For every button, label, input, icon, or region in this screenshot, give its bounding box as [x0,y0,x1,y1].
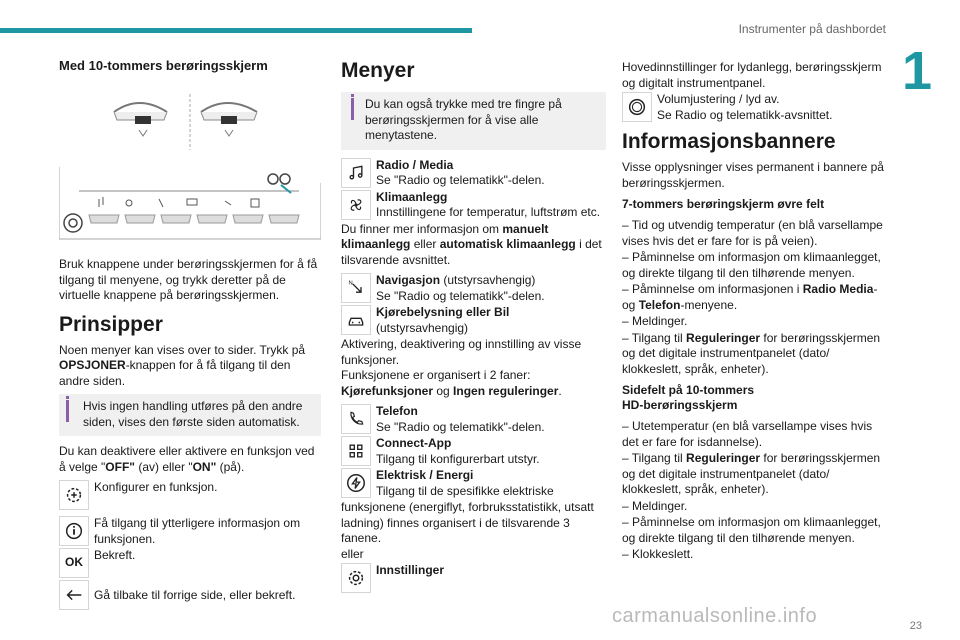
info-icon [66,396,69,399]
column-2 [341,58,606,594]
kjore-more-paragraph: Aktivering, deaktivering og innstilling av visse funksjoner. [341,337,582,367]
column-1 [59,58,321,611]
tabs-names: Kjørefunksjoner og Ingen reguleringer. [341,383,562,398]
prinsipper-paragraph: Noen menyer kan vises over to sider. Trykk på OPSJONER-knappen for å få tilgang til den andre siden. [59,342,306,388]
phone-icon [341,404,371,434]
list-item: – Tid og utvendig temperatur (en blå varsellampe vises hvis det er fare for is på veien). [622,218,883,248]
settings-paragraph: Hovedinnstillinger for lydanlegg, berøringsskjerm og digitalt instrumentpanel. [622,60,882,90]
arrow-left-icon [59,580,89,610]
running-header: Instrumenter på dashbordet [738,22,886,36]
eller-text: eller [341,546,364,561]
list-item: Få tilgang til ytterligere informasjon om funksjonen. [59,516,321,547]
section-heading-10-inch: Med 10-tommers berøringsskjerm [59,58,268,73]
menu-item-navigasjon: N Navigasjon (utstyrsavhengig) Se "Radio og telematikk"-delen. [341,273,606,304]
sub-heading-10-inch-hd: Sidefelt på 10-tommers HD-berøringsskjerm [622,383,755,412]
list-item: – Påminnelse om informasjon om klimaanlegget, og direkte tilgang til den tilhørende menyen. [622,250,881,280]
gear-icon [341,563,371,593]
list-item: OK Bekreft. [59,548,321,578]
gear-plus-icon [59,480,89,510]
klima-more-paragraph: Du finner mer informasjon om manuelt klimaanlegg eller automatisk klimaanlegg i det tilsvarende avsnittet. [341,221,602,267]
steering-wheel-left-illustration [114,103,167,136]
list-item: – Tilgang til Reguleringer for berøringsskjermen og det digitale instrumentpanelet (dato/ klokkeslett, språk, enheter). [622,451,881,496]
menu-item-telefon: Telefon Se "Radio og telematikk"-delen. [341,404,606,435]
info-icon [59,516,89,546]
lightning-icon [341,468,371,498]
tabs-line: Funksjonene er organisert i 2 faner: [341,368,531,382]
list-item: – Meldinger. [622,498,688,513]
info-note-three-fingers: Du kan også trykke med tre fingre på berøringsskjermen for å vise alle menytastene. [341,92,606,150]
power-dial-illustration [64,214,82,232]
header-accent-bar [0,28,472,33]
car-icon [341,305,371,335]
list-item: – Klokkeslett. [622,547,694,561]
section-title-prinsipper: Prinsipper [59,312,163,336]
navigation-arrow-icon [341,273,371,303]
menu-item-klimaanlegg: Klimaanlegg Innstillingene for temperatur, luftstrøm etc. [341,190,606,221]
steering-wheel-diagram [59,90,321,154]
list-item: – Meldinger. [622,314,688,328]
menu-item-radio: Radio / Media Se "Radio og telematikk"-delen. [341,158,606,189]
column-3 [622,60,888,564]
watermark: carmanualsonline.info [612,605,818,627]
svg-text:N: N [348,280,353,287]
page-number: 23 [909,620,922,632]
intro-paragraph: Bruk knappene under berøringsskjermen for å få tilgang til menyene, og trykk deretter på de virtuelle knappene på berøringsskjermen. [59,257,318,302]
power-knob-icon [622,92,652,122]
sub-heading-7-inch: 7-tommers berøringskjerm øvre felt [622,197,825,211]
section-title-informasjonsbannere: Informasjonsbannere [622,130,836,153]
list-item: Konfigurer en funksjon. [59,480,321,510]
list-item: Gå tilbake til forrige side, eller bekreft. [59,580,321,610]
banner-intro: Visse opplysninger vises permanent i bannere på berøringsskjermen. [622,160,884,190]
elektrisk-more-paragraph: funksjonene (energiflyt, forbruksstatistikk, utsatt ladning) finnes organisert i de tilsvarende 3 fanene. [341,500,594,545]
grid-icon [341,436,371,466]
option-dial-illustration [268,174,291,193]
list-item: – Påminnelse om informasjonen i Radio Media- og Telefon-menyene. [622,282,878,312]
steering-wheel-right-illustration [201,103,257,136]
menu-item-connect-app: Connect-App Tilgang til konfigurerbart utstyr. [341,436,606,467]
info-icon [351,94,354,97]
on-off-paragraph: Du kan deaktivere eller aktivere en funksjon ved å velge "OFF" (av) eller "ON" (på). [59,444,315,474]
list-item: – Utetemperatur (en blå varsellampe vises hvis det er fare for isdannelse). [622,419,873,449]
ok-icon: OK [59,548,89,578]
volume-item: Volumjustering / lyd av. Se Radio og telematikk-avsnittet. [622,92,888,123]
fan-icon [341,190,371,220]
list-item: – Påminnelse om informasjon om klimaanlegget, og direkte tilgang til den tilhørende menyen. [622,515,881,545]
dashboard-buttons-diagram [59,163,321,243]
music-note-icon [341,158,371,188]
menu-item-innstillinger: Innstillinger [341,563,606,593]
menu-item-elektrisk: Elektrisk / Energi Tilgang til de spesifikke elektriske [341,468,606,499]
list-item: – Tilgang til Reguleringer for berøringsskjermen og det digitale instrumentpanelet (dato/ klokkeslett, språk, enheter). [622,330,881,376]
info-note-pages: Hvis ingen handling utføres på den andre siden, vises den første siden automatisk. [59,394,321,436]
menu-item-kjorebelysning: Kjørebelysning eller Bil (utstyrsavhengig) [341,305,606,336]
chapter-number: 1 [901,41,932,101]
section-title-menyer: Menyer [341,59,415,82]
